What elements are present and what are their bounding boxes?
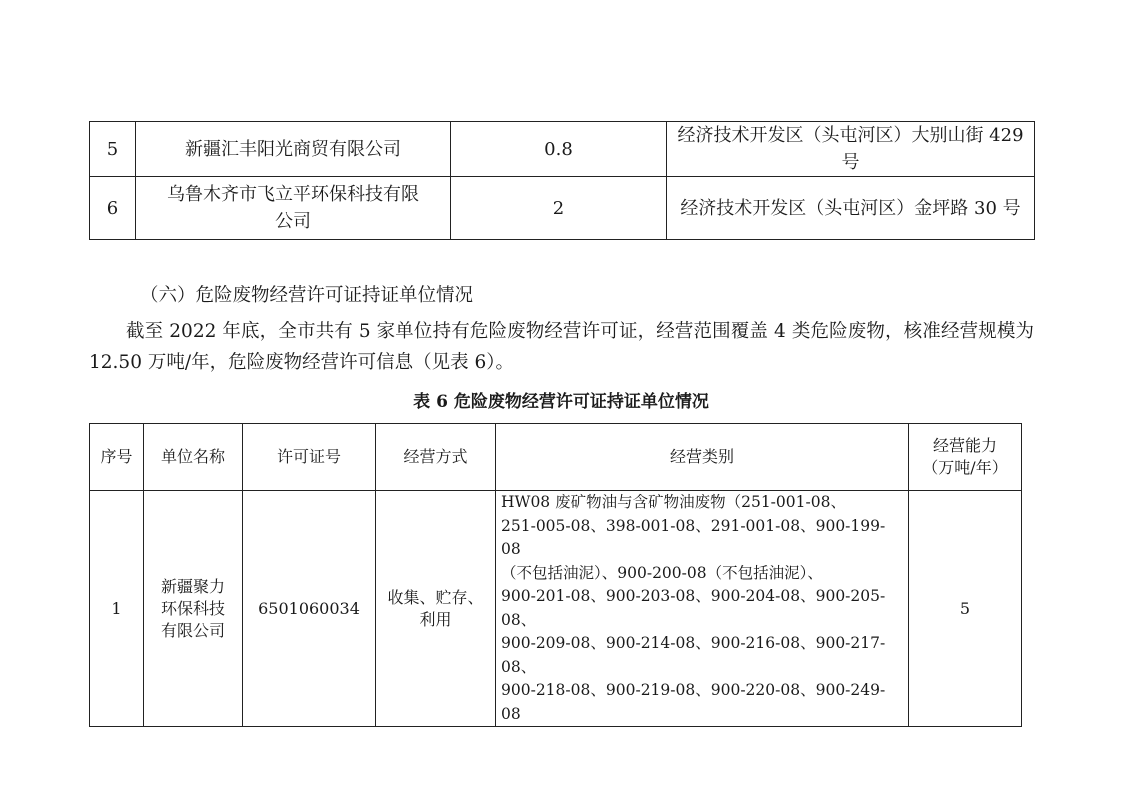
waste-category-line: 251-005-08、398-001-08、291-001-08、900-199-08	[501, 516, 886, 558]
unit-name-line: 新疆汇丰阳光商贸有限公司	[185, 138, 401, 160]
unit-name-line: 公司	[275, 211, 311, 232]
table-header-row	[90, 424, 1022, 491]
operation-mode-line: 收集、贮存、	[387, 587, 484, 607]
previous-table	[89, 121, 1035, 240]
waste-category-line: （不包括油泥）、900-200-08（不包括油泥）、	[501, 563, 823, 582]
header-category: 经营类别	[496, 424, 909, 491]
unit-name-line: 乌鲁木齐市飞立平环保科技有限	[167, 184, 419, 205]
capacity-value: 5	[909, 491, 1022, 727]
table-row	[90, 491, 1022, 727]
header-mode: 经营方式	[376, 424, 496, 491]
waste-category-line: HW08 废矿物油与含矿物油废物（251-001-08、	[501, 493, 846, 511]
unit-name-line: 环保科技	[160, 598, 225, 618]
unit-name-line: 新疆聚力	[160, 576, 225, 596]
unit-name	[144, 491, 243, 727]
waste-category-line: 900-218-08、900-219-08、900-220-08、900-249-08	[501, 681, 886, 723]
header-license-no: 许可证号	[243, 424, 376, 491]
unit-name	[136, 177, 451, 240]
table-caption: 表 6 危险废物经营许可证持证单位情况	[413, 392, 709, 412]
table-row	[90, 122, 1035, 177]
operation-mode	[376, 491, 496, 727]
waste-category	[496, 491, 909, 727]
body-paragraph: 截至 2022 年底，全市共有 5 家单位持有危险废物经营许可证，经营范围覆盖 4 类危险废物，核准经营规模为 12.50 万吨/年，危险废物经营许可信息（见表 6）。	[89, 321, 1034, 373]
table-row	[90, 177, 1035, 240]
address: 经济技术开发区（头屯河区）大别山街 429 号	[667, 122, 1035, 177]
capacity-value: 0.8	[451, 122, 667, 177]
row-number: 5	[90, 122, 136, 177]
capacity-value: 2	[451, 177, 667, 240]
header-capacity-line: 经营能力	[932, 436, 997, 455]
header-capacity-unit: （万吨/年）	[922, 458, 1008, 477]
header-unit-name: 单位名称	[144, 424, 243, 491]
unit-name	[136, 122, 451, 177]
unit-name-line: 有限公司	[160, 620, 225, 640]
address: 经济技术开发区（头屯河区）金坪路 30 号	[667, 177, 1035, 240]
row-number: 6	[90, 177, 136, 240]
header-capacity	[909, 424, 1022, 491]
section-heading: （六）危险废物经营许可证持证单位情况	[140, 285, 474, 306]
row-number: 1	[90, 491, 144, 727]
waste-category-line: 900-209-08、900-214-08、900-216-08、900-217-08、	[501, 634, 886, 676]
license-number: 6501060034	[243, 491, 376, 727]
header-no: 序号	[90, 424, 144, 491]
waste-category-line: 900-201-08、900-203-08、900-204-08、900-205-08、	[501, 587, 886, 629]
operation-mode-line: 利用	[419, 609, 452, 629]
license-table	[89, 423, 1022, 727]
